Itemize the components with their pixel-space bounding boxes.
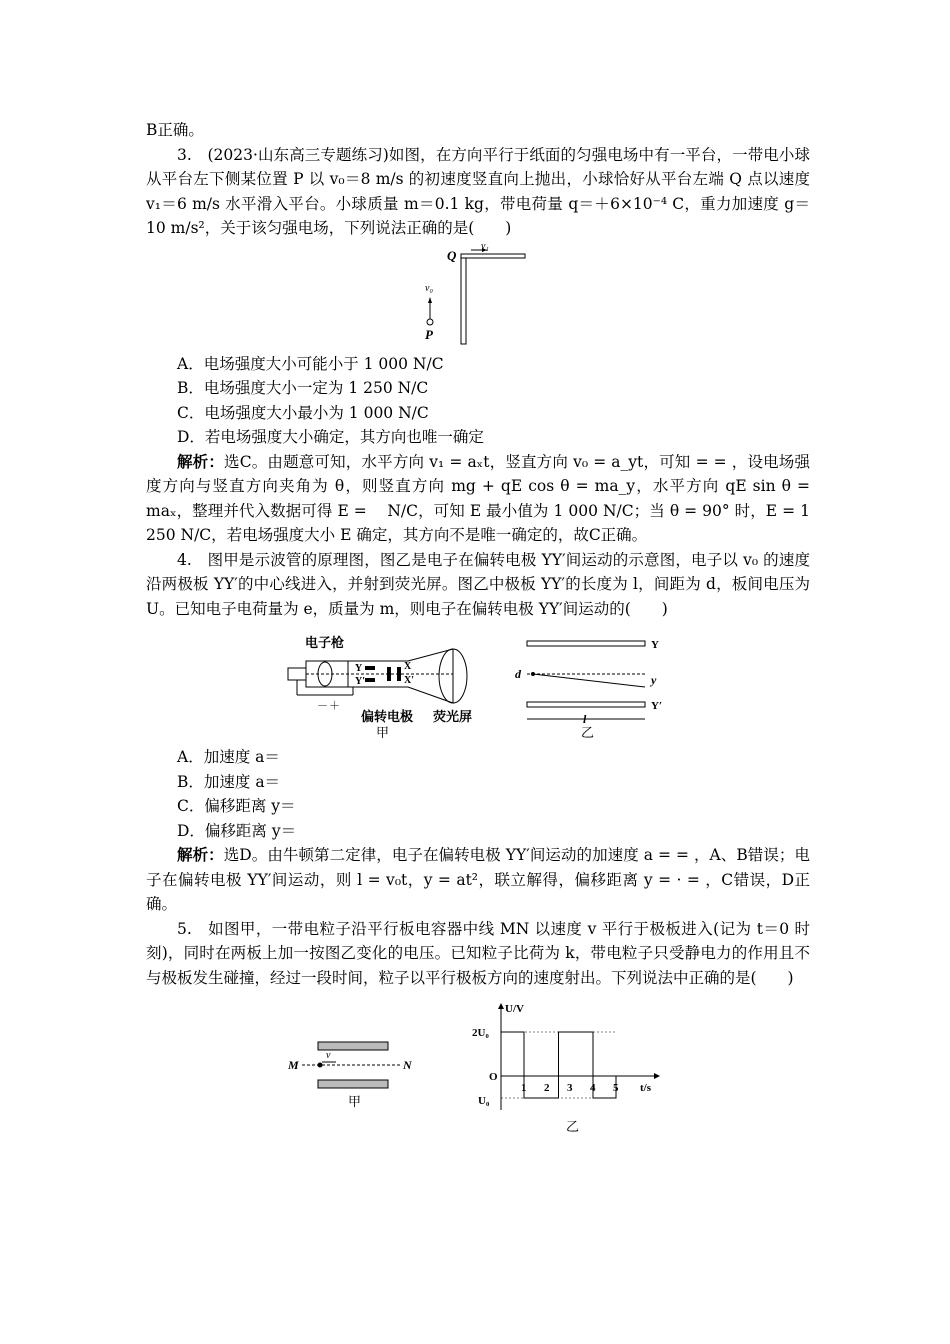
q4-option-d: D．偏移距离 y＝	[177, 821, 297, 840]
label-plus: ＋	[329, 700, 340, 712]
waveform	[501, 1032, 616, 1098]
label-jia-Yp: Y′	[355, 676, 366, 687]
label-gun: 电子枪	[305, 635, 345, 650]
platform-top	[461, 254, 525, 258]
q4-option-c: C．偏移距离 y＝	[177, 797, 296, 815]
label-N: N	[403, 1058, 412, 1072]
label-jia-X: X	[404, 661, 412, 672]
label-l: l	[583, 712, 587, 726]
gun-body	[288, 668, 306, 680]
plate-Xp	[397, 667, 401, 681]
q3-solution	[146, 450, 810, 548]
capacitor-bottom-plate	[318, 1080, 388, 1088]
q3-option-b: B．电场强度大小一定为 1 250 N/C	[177, 379, 429, 397]
label-P: P	[425, 326, 433, 342]
q5-text: 5. 如图甲，一带电粒子沿平行板电容器中线 MN 以速度 v 平行于极板进入(记为 t＝0 时刻)，同时在两板上加一按图乙变化的电压。已知粒子比荷为 k，带电粒子只受静电力的作用且不与极板发生碰撞，经过一段时间，粒子以平行极板方向的速度射出。下列说法中正确的是( )	[146, 919, 810, 987]
q4-figure-jia	[283, 631, 493, 739]
label-v: v	[326, 1050, 331, 1061]
q4-figures	[146, 631, 810, 739]
caption-q5-yi: 乙	[566, 1119, 580, 1134]
y-axis-arrow	[498, 1003, 504, 1009]
label-y: y	[651, 673, 657, 687]
plate-X	[387, 667, 391, 681]
electron-path	[533, 674, 645, 687]
q3-option-d: D．若电场强度大小确定，其方向也唯一确定	[177, 428, 484, 446]
label-screen: 荧光屏	[433, 709, 473, 724]
label-2U0: 2U₀	[472, 1027, 489, 1039]
tick-label: 1	[521, 1082, 527, 1094]
q5-figure-jia	[288, 998, 428, 1108]
q4-solution-label: 解析：	[177, 845, 224, 864]
capacitor-top-plate	[318, 1042, 388, 1050]
q4-option-b: B．加速度 a＝	[177, 772, 281, 791]
label-xlabel: t/s	[640, 1082, 651, 1094]
document-page	[146, 118, 810, 1138]
tick-label: 2	[544, 1082, 550, 1094]
plate-bottom	[527, 702, 645, 707]
label-plates: 偏转电极	[361, 709, 414, 724]
label-Q: Q	[447, 247, 457, 263]
ball-P	[427, 319, 433, 325]
electron-entry	[531, 672, 535, 676]
tick-label: 3	[567, 1082, 573, 1094]
q3-option-a: A．电场强度大小可能小于 1 000 N/C	[177, 354, 444, 373]
label-U0: U₀	[478, 1095, 490, 1107]
q5-figures	[146, 998, 810, 1138]
q4-solution	[146, 843, 810, 917]
label-yi-Yp: Y′	[651, 700, 663, 712]
q3-text: 3. (2023·山东高三专题练习)如图，在方向平行于纸面的匀强电场中有一平台，一带电小球从平台左下侧某位置 P 以 v₀＝8 m/s 的初速度竖直向上抛出，小球恰好从平台左端 Q 点以速度 v₁＝6 m/s 水平滑入平台。小球质量 m＝0.1 kg，带电荷量 q＝＋6×10⁻⁴ C，重力加速度 g＝10 m/s²，关于该匀强电场，下列说法正确的是( )	[146, 145, 810, 237]
label-ylabel: U/V	[505, 1003, 524, 1015]
label-v1: v₁	[481, 240, 489, 252]
label-yi-Y: Y	[651, 639, 659, 651]
plate-Yp	[365, 678, 375, 682]
q4-text: 4. 图甲是示波管的原理图，图乙是电子在偏转电极 YY′间运动的示意图，电子以 v₀ 的速度沿两极板 YY′的中心线进入，并射到荧光屏。图乙中极板 YY′的长度为 l，间距为 d，板间电压为 U。已知电子电荷量为 e，质量为 m，则电子在偏转电极 YY′间运动的( )	[146, 550, 810, 618]
caption-jia: 甲	[376, 725, 390, 739]
q3-solution-label: 解析：	[177, 451, 225, 471]
label-origin: O	[489, 1071, 498, 1083]
label-jia-Xp: X′	[404, 675, 415, 686]
plate-top	[527, 641, 645, 646]
caption-yi: 乙	[581, 725, 595, 739]
q3-figure	[423, 241, 533, 346]
q4-solution-text: 选D。由牛顿第二定律，电子在偏转电极 YY′间运动的加速度 a = = ，A、B错误；电子在偏转电极 YY′间运动，则 l = v₀t，y = at²，联立解得，偏移距离 y = · = ，C错误，D正确。	[146, 846, 810, 913]
voltage-trace	[501, 1032, 616, 1098]
q3-option-c: C．电场强度大小最小为 1 000 N/C	[177, 403, 429, 422]
tick-labels	[521, 1082, 619, 1094]
label-jia-Y: Y	[355, 663, 363, 674]
label-M: M	[288, 1058, 299, 1072]
label-v0: v₀	[425, 282, 433, 294]
label-minus: －	[317, 700, 328, 712]
label-d: d	[515, 667, 521, 681]
tick-label: 4	[590, 1082, 596, 1094]
plate-Y	[365, 666, 375, 670]
q3-solution-text: 选C。由题意可知，水平方向 v₁ = aₓt，竖直方向 v₀ = a_yt，可知 = = ，设电场强度方向与竖直方向夹角为 θ，则竖直方向 mg + qE cos θ = ma_y，水平方向 qE sin θ = maₓ，整理并代入数据可得 E = N/C，可知 E 最小值为 1 000 N/C；当 θ = 90° 时，E = 1 250 N/C，若电场强度大小 E 确定，其方向不是唯一确定的，故C正确。	[146, 452, 810, 544]
platform-wall	[461, 254, 466, 344]
particle	[318, 1063, 323, 1068]
x-axis-arrow	[654, 1073, 660, 1079]
q5-figure-yi	[468, 998, 668, 1138]
caption-q5-jia: 甲	[348, 1094, 362, 1108]
q4-option-a: A．加速度 a＝	[177, 748, 280, 766]
v0-arrowhead	[428, 297, 432, 303]
intro-text: B正确。	[146, 121, 204, 139]
tick-label: 5	[613, 1082, 619, 1094]
q4-figure-yi	[513, 631, 673, 739]
